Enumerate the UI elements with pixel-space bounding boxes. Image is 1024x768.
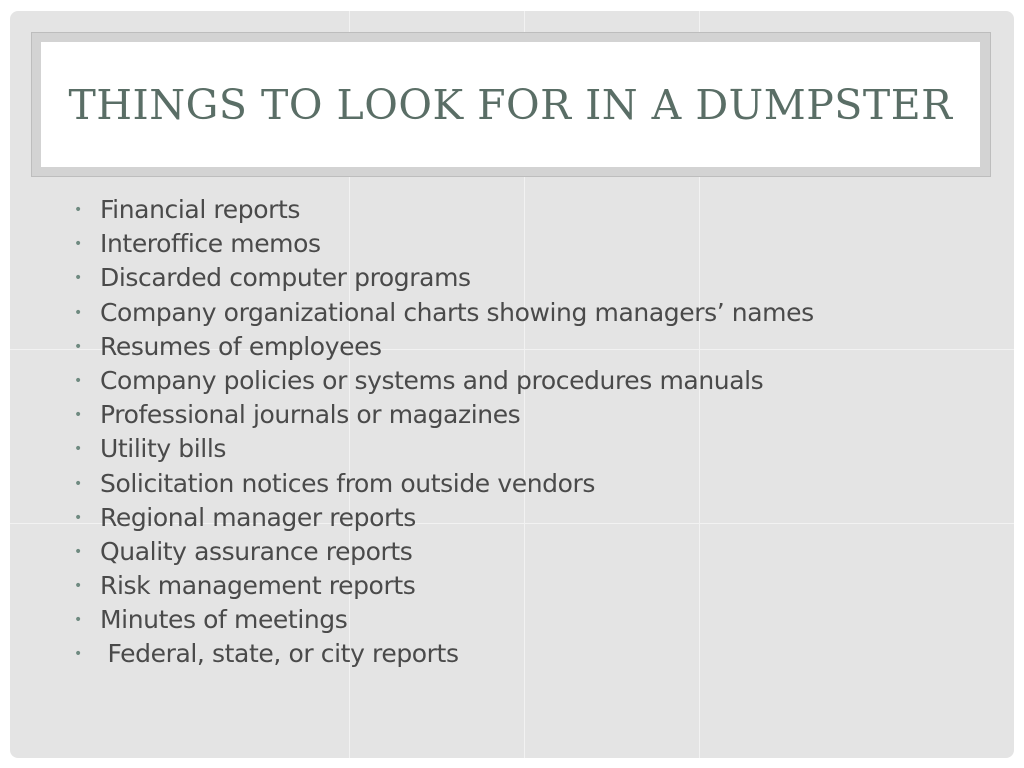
bullet-icon: • [74,407,83,424]
list-item [72,298,814,332]
list-item-label: Financial reports [100,195,300,224]
list-item [72,639,814,673]
list-item [72,263,814,297]
title-box [41,42,980,167]
bullet-icon: • [74,578,83,595]
bullet-icon: • [74,236,83,253]
list-item-label: Regional manager reports [100,502,416,532]
list-item-label: Resumes of employees [100,331,382,361]
list-item-label: Minutes of meetings [100,605,348,635]
bullet-icon: • [74,270,83,287]
list-item-label: Company organizational charts showing managers’ names [100,297,814,327]
bullet-list [72,195,814,674]
bullet-icon: • [74,372,83,389]
list-item-label: Utility bills [100,434,227,464]
list-item-label: Professional journals or magazines [100,400,521,430]
bullet-icon: • [74,543,83,560]
list-item [72,229,814,263]
list-item [72,332,814,366]
list-item [72,605,814,639]
bullet-icon: • [74,441,83,458]
list-item [72,503,814,537]
list-item-label: Risk management reports [100,571,416,601]
bullet-icon: • [74,304,83,321]
bullet-icon: • [74,612,83,629]
list-item [72,434,814,468]
list-item [72,537,814,571]
list-item-label: Federal, state, or city reports [100,639,459,669]
list-item-label: Discarded computer programs [100,263,471,293]
bullet-icon: • [74,475,83,492]
list-item [72,469,814,503]
bullet-icon: • [74,646,83,663]
bullet-icon: • [74,338,83,355]
bullet-icon: • [74,202,83,218]
list-item-label: Quality assurance reports [100,536,413,566]
list-item [72,195,814,229]
list-item-label: Company policies or systems and procedures manuals [100,365,764,395]
list-item-label: Solicitation notices from outside vendors [100,468,596,498]
list-item [72,366,814,400]
slide [10,11,1014,758]
list-item-label: Interoffice memos [100,229,321,259]
bullet-icon: • [74,509,83,526]
slide-title: THINGS TO LOOK FOR IN A DUMPSTER [68,80,953,129]
list-item [72,571,814,605]
list-item [72,400,814,434]
